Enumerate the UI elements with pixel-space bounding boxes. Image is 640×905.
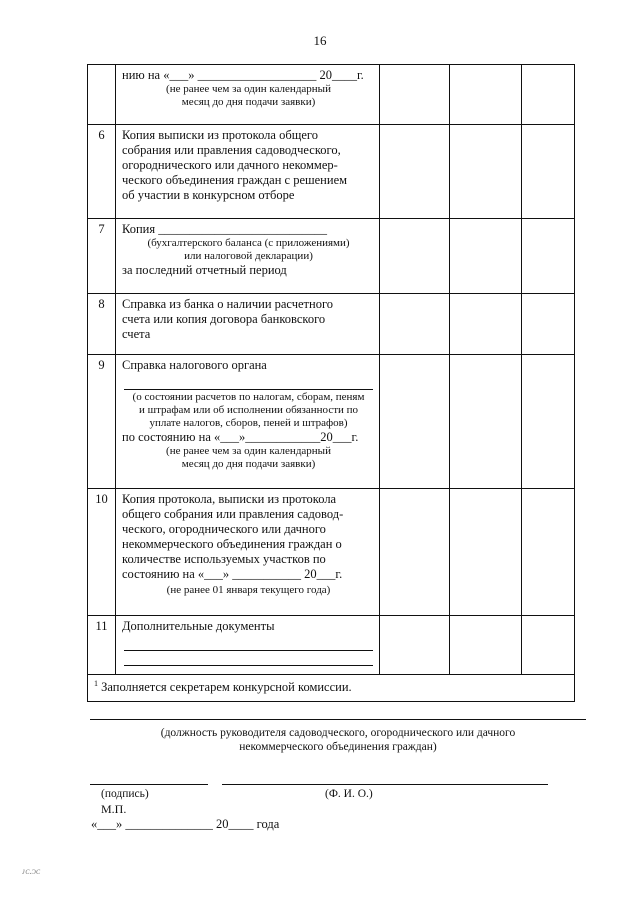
document-text: по состоянию на «___»____________20___г.: [122, 430, 359, 444]
document-note: и штрафам или об исполнении обязанности по: [138, 404, 359, 416]
blank-cell: [450, 616, 522, 674]
document-note: (не ранее 01 января текущего года): [166, 584, 331, 596]
document-text: Копия ___________________________: [122, 222, 327, 236]
signature-line: [90, 784, 208, 785]
blank-cell: [380, 125, 450, 218]
table-row: [88, 219, 574, 294]
footnote-mark: 1: [94, 679, 98, 688]
document-note: (бухгалтерского баланса (с приложениями): [147, 237, 350, 249]
document-text: ческого, огороднического или дачного: [122, 522, 326, 536]
fill-in-line: [124, 655, 373, 666]
footnote-text: Заполняется секретарем конкурсной комиссии.: [101, 680, 352, 695]
blank-cell: [522, 65, 574, 124]
position-note-line: некоммерческого объединения граждан): [239, 741, 437, 753]
position-line: [90, 719, 586, 720]
document-text: нию на «___» ___________________ 20____г.: [122, 68, 364, 82]
blank-cell: [450, 489, 522, 615]
documents-table: [87, 64, 575, 702]
footnote: [88, 675, 574, 702]
document-cell: [116, 294, 380, 354]
document-text: Дополнительные документы: [122, 619, 275, 633]
blank-cell: [450, 294, 522, 354]
signature-label: (подпись): [101, 788, 149, 800]
document-text: собрания или правления садоводческого,: [122, 143, 341, 157]
table-row: [88, 489, 574, 616]
blank-cell: [380, 294, 450, 354]
document-text: Копия протокола, выписки из протокола: [122, 492, 337, 506]
blank-cell: [522, 125, 574, 218]
row-number: 10: [88, 489, 116, 615]
table-row: [88, 355, 574, 489]
blank-cell: [522, 616, 574, 674]
document-text: за последний отчетный период: [122, 263, 287, 277]
blank-cell: [380, 219, 450, 293]
document-cell: [116, 125, 380, 218]
blank-cell: [522, 489, 574, 615]
blank-cell: [450, 355, 522, 488]
row-number: 6: [88, 125, 116, 218]
table-row: [88, 294, 574, 355]
document-note: (о состоянии расчетов по налогам, сборам, пеням: [132, 391, 365, 403]
document-note: уплате налогов, сборов, пеней и штрафов): [149, 417, 348, 429]
document-cell: [116, 489, 380, 615]
document-cell: [116, 616, 380, 674]
document-text: Справка из банка о наличии расчетного: [122, 297, 334, 311]
document-text: состоянию на «___» ___________ 20___г.: [122, 567, 343, 581]
document-cell: [116, 355, 380, 488]
blank-cell: [522, 219, 574, 293]
document-text: об участии в конкурсном отборе: [122, 188, 295, 202]
table-row: [88, 65, 574, 125]
blank-cell: [522, 355, 574, 488]
document-note: месяц до дня подачи заявки): [181, 96, 316, 108]
document-text: количестве используемых участков по: [122, 552, 326, 566]
document-text: Справка налогового органа: [122, 358, 267, 372]
row-number: 9: [88, 355, 116, 488]
row-number: [88, 65, 116, 124]
document-text: общего собрания или правления садовод-: [122, 507, 344, 521]
blank-cell: [450, 125, 522, 218]
blank-cell: [450, 219, 522, 293]
blank-cell: [450, 65, 522, 124]
blank-cell: [380, 489, 450, 615]
document-note: или налоговой декларации): [184, 250, 313, 262]
document-text: некоммерческого объединения граждан о: [122, 537, 342, 551]
table-row: [88, 125, 574, 219]
blank-cell: [380, 616, 450, 674]
fill-in-line: [124, 379, 373, 390]
blank-cell: [522, 294, 574, 354]
position-note-line: (должность руководителя садоводческого, огороднического или дачного: [160, 727, 516, 739]
table-row: [88, 616, 574, 675]
document-text: счета или копия договора банковского: [122, 312, 326, 326]
date-line: «___» ______________ 20____ года: [91, 817, 280, 831]
document-text: ческого объединения граждан с решением: [122, 173, 348, 187]
full-name-line: [222, 784, 548, 785]
document-cell: [116, 65, 380, 124]
blank-cell: [380, 65, 450, 124]
page-number: 16: [313, 33, 327, 48]
document-text: огороднического или дачного некоммер-: [122, 158, 338, 172]
row-number: 8: [88, 294, 116, 354]
document-note: (не ранее чем за один календарный: [166, 83, 331, 95]
document-cell: [116, 219, 380, 293]
document-text: Копия выписки из протокола общего: [122, 128, 318, 142]
stamp-label: М.П.: [101, 802, 127, 816]
document-text: счета: [122, 327, 151, 341]
fill-in-line: [124, 640, 373, 651]
row-number: 7: [88, 219, 116, 293]
document-note: (не ранее чем за один календарный: [166, 445, 331, 457]
document-note: месяц до дня подачи заявки): [181, 458, 316, 470]
full-name-label: (Ф. И. О.): [325, 788, 373, 800]
scan-mark: ᴊᴄ.ᴐᴄ: [22, 866, 41, 876]
row-number: 11: [88, 616, 116, 674]
blank-cell: [380, 355, 450, 488]
position-note: [90, 726, 586, 754]
